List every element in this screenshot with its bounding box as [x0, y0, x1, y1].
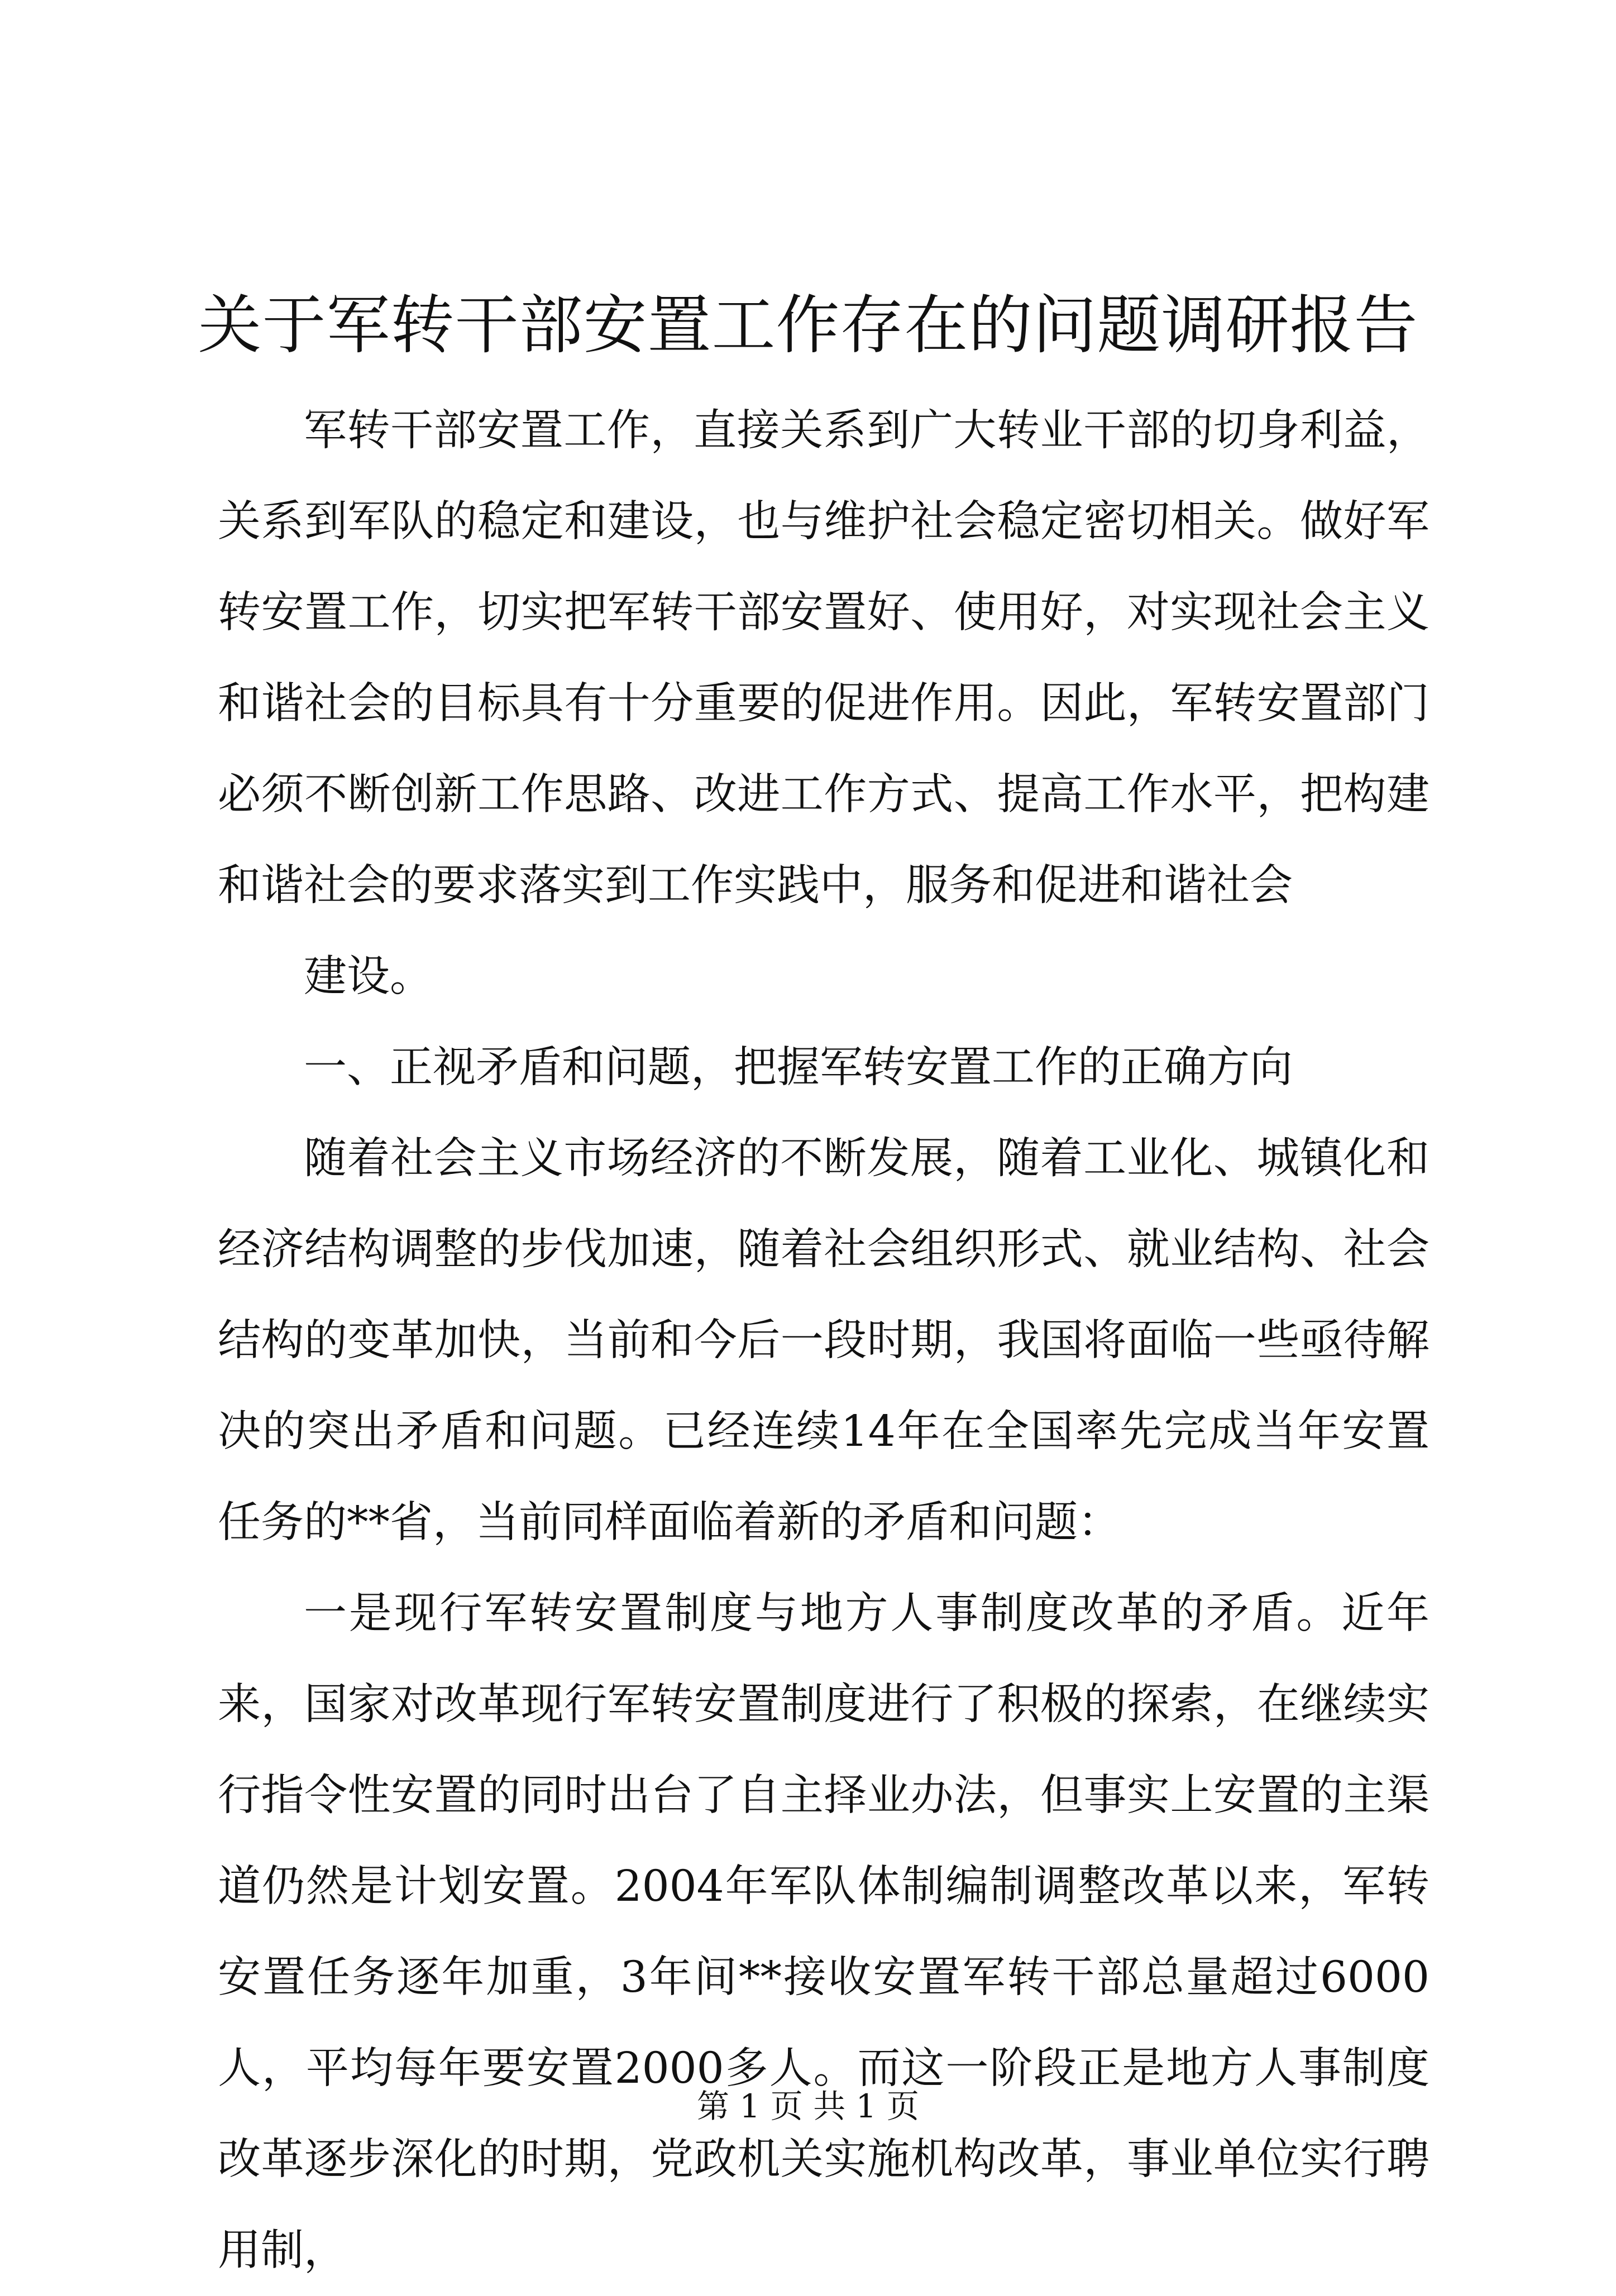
paragraph-intro-continuation: 建设。 — [304, 952, 433, 1001]
page-footer: 第 1 页 共 1 页 — [697, 2087, 919, 2125]
document-title: 关于军转干部安置工作存在的问题调研报告 — [198, 288, 1418, 362]
paragraph-background: 随着社会主义市场经济的不断发展，随着工业化、城镇化和经济结构调整的步伐加速，随着社会组织形式、就业结构、社会结构的变革加快，当前和今后一段时期，我国将面临一些亟待解决的突出矛盾和问题。已经连续14年在全国率先完成当年安置任务的**省，当前同样面临着新的矛盾和问题： — [218, 1134, 1429, 1547]
document-body — [218, 385, 1429, 2296]
paragraph-intro: 军转干部安置工作，直接关系到广大转业干部的切身利益，关系到军队的稳定和建设，也与维护社会稳定密切相关。做好军转安置工作，切实把军转干部安置好、使用好，对实现社会主义和谐社会的目标具有十分重要的促进作用。因此，军转安置部门必须不断创新工作思路、改进工作方式、提高工作水平，把构建和谐社会的要求落实到工作实践中，服务和促进和谐社会 — [218, 406, 1429, 910]
paragraph-problem-1: 一是现行军转安置制度与地方人事制度改革的矛盾。近年来，国家对改革现行军转安置制度进行了积极的探索，在继续实行指令性安置的同时出台了自主择业办法，但事实上安置的主渠道仍然是计划安置。2004年军队体制编制调整改革以来，军转安置任务逐年加重，3年间**接收安置军转干部总量超过6000人，平均每年要安置2000多人。而这一阶段正是地方人事制度改革逐步深化的时期，党政机关实施机构改革，事业单位实行聘用制， — [218, 1589, 1429, 2275]
section-heading-1: 一、正视矛盾和问题，把握军转安置工作的正确方向 — [304, 1043, 1293, 1092]
